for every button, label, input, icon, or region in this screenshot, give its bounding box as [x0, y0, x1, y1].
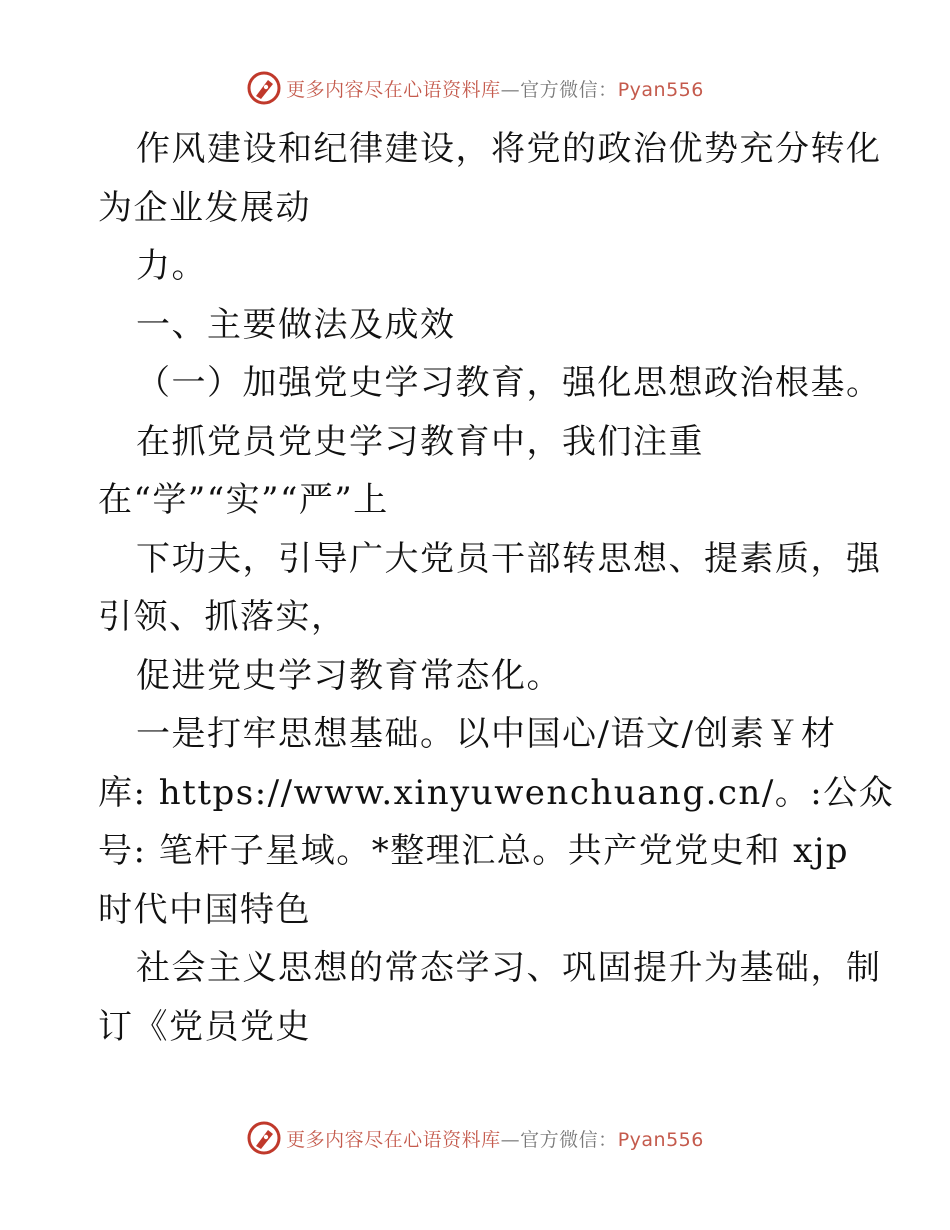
footer-watermark: [0, 1120, 950, 1156]
text-line: 订《党员党史: [98, 1006, 311, 1047]
text-line: 作风建设和纪律建设，将党的政治优势充分转化: [136, 129, 882, 169]
text-line: 下功夫，引导广大党员干部转思想、提素质，强: [136, 538, 882, 579]
watermark-id: Pyan556: [617, 1128, 704, 1151]
watermark-main: 更多内容尽在心语资料库: [286, 78, 501, 101]
text-line: 为企业发展动: [98, 187, 311, 228]
text-line: 时代中国特色: [98, 889, 311, 930]
text-line: 号: 笔杆子星域。*整理汇总。共产党党史和 xjp: [98, 831, 850, 871]
text-line: 在抓党员党史学习教育中，我们注重: [136, 421, 704, 462]
header-watermark: [0, 70, 950, 106]
text-line: 库: https://www.xinyuwenchuang.cn/。:公众: [98, 772, 895, 813]
text-line: 在“学”“实”“严”上: [98, 480, 389, 520]
watermark-main: 更多内容尽在心语资料库: [286, 1128, 501, 1151]
text-line: 社会主义思想的常态学习、巩固提升为基础，制: [136, 948, 882, 988]
text-line: 一是打牢思想基础。以中国心/语文/创素￥材: [136, 714, 837, 754]
section-heading: 一、主要做法及成效: [136, 304, 456, 345]
subsection-heading: （一）加强党史学习教育，强化思想政治根基。: [136, 363, 882, 403]
text-line: 促进党史学习教育常态化。: [136, 655, 562, 696]
watermark-text: [286, 75, 704, 102]
watermark-official: 官方微信：: [520, 78, 618, 101]
pen-logo-icon: [246, 70, 282, 106]
text-line: 力。: [136, 246, 207, 286]
watermark-sep: —: [500, 78, 521, 101]
watermark-id: Pyan556: [617, 78, 704, 101]
watermark-text: [286, 1125, 704, 1152]
watermark-sep: —: [500, 1128, 521, 1151]
text-line: 引领、抓落实，: [98, 597, 347, 637]
pen-logo-icon: [246, 1120, 282, 1156]
document-body: [98, 120, 895, 1056]
watermark-official: 官方微信：: [520, 1128, 618, 1151]
